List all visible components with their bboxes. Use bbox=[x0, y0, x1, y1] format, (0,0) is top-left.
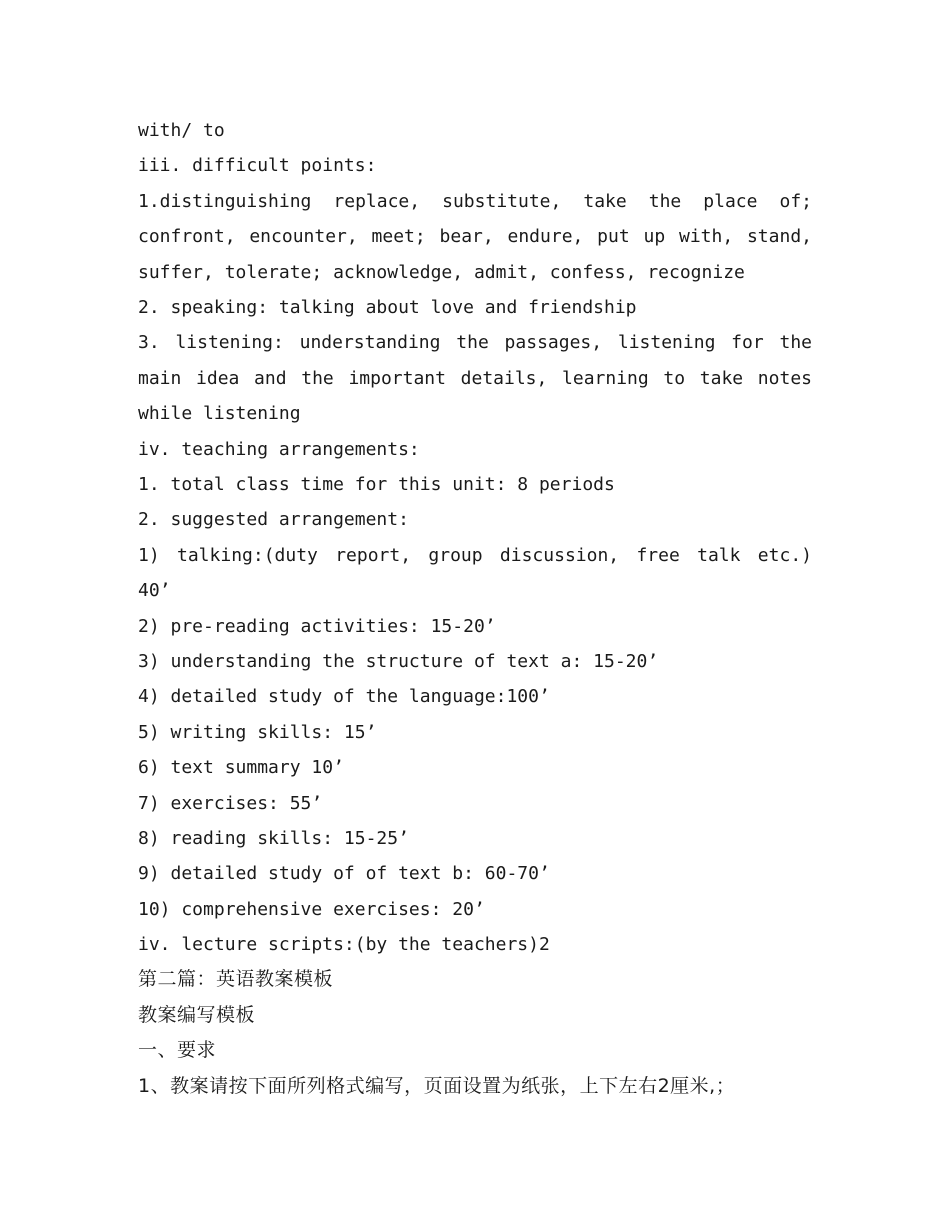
text-line: 1.distinguishing replace, substitute, take the place of; bbox=[138, 190, 812, 212]
text-line: 1) talking:(duty report, group discussion, free talk etc.) bbox=[138, 544, 812, 566]
chapter-title: 第二篇：英语教案模板 bbox=[138, 968, 334, 991]
text-line: 1、教案请按下面所列格式编写，页面设置为纸张，上下左右2厘米,； bbox=[138, 1074, 736, 1097]
text-line: 1. total class time for this unit: 8 periods bbox=[138, 473, 615, 495]
list-item: 9) detailed study of of text b: 60-70’ bbox=[138, 863, 550, 885]
text-line: 3. listening: understanding the passages, listening for the bbox=[138, 332, 812, 354]
text-line: 2. speaking: talking about love and friendship bbox=[138, 296, 637, 318]
list-item: 5) writing skills: 15’ bbox=[138, 721, 377, 743]
list-item: 7) exercises: 55’ bbox=[138, 792, 323, 814]
text-line: confront, encounter, meet; bear, endure, put up with, stand, bbox=[138, 226, 812, 248]
text-line: with/ to bbox=[138, 120, 225, 141]
section-heading: iv. lecture scripts:(by the teachers)2 bbox=[138, 934, 550, 956]
text-line: while listening bbox=[138, 403, 301, 425]
document-title: 教案编写模板 bbox=[138, 1003, 256, 1026]
text-line: suffer, tolerate; acknowledge, admit, confess, recognize bbox=[138, 261, 745, 283]
section-heading: 一、要求 bbox=[138, 1039, 217, 1062]
text-line: 2. suggested arrangement: bbox=[138, 509, 409, 531]
document-page bbox=[138, 113, 812, 1104]
list-item: 10) comprehensive exercises: 20’ bbox=[138, 898, 485, 920]
list-item: 6) text summary 10’ bbox=[138, 757, 344, 779]
text-line: 40’ bbox=[138, 580, 171, 602]
section-heading: iii. difficult points: bbox=[138, 155, 377, 177]
list-item: 4) detailed study of the language:100’ bbox=[138, 686, 550, 708]
list-item: 8) reading skills: 15-25’ bbox=[138, 827, 409, 849]
list-item: 2) pre-reading activities: 15-20’ bbox=[138, 615, 496, 637]
section-heading: iv. teaching arrangements: bbox=[138, 438, 420, 460]
list-item: 3) understanding the structure of text a: 15-20’ bbox=[138, 650, 659, 672]
text-line: main idea and the important details, learning to take notes bbox=[138, 367, 812, 389]
